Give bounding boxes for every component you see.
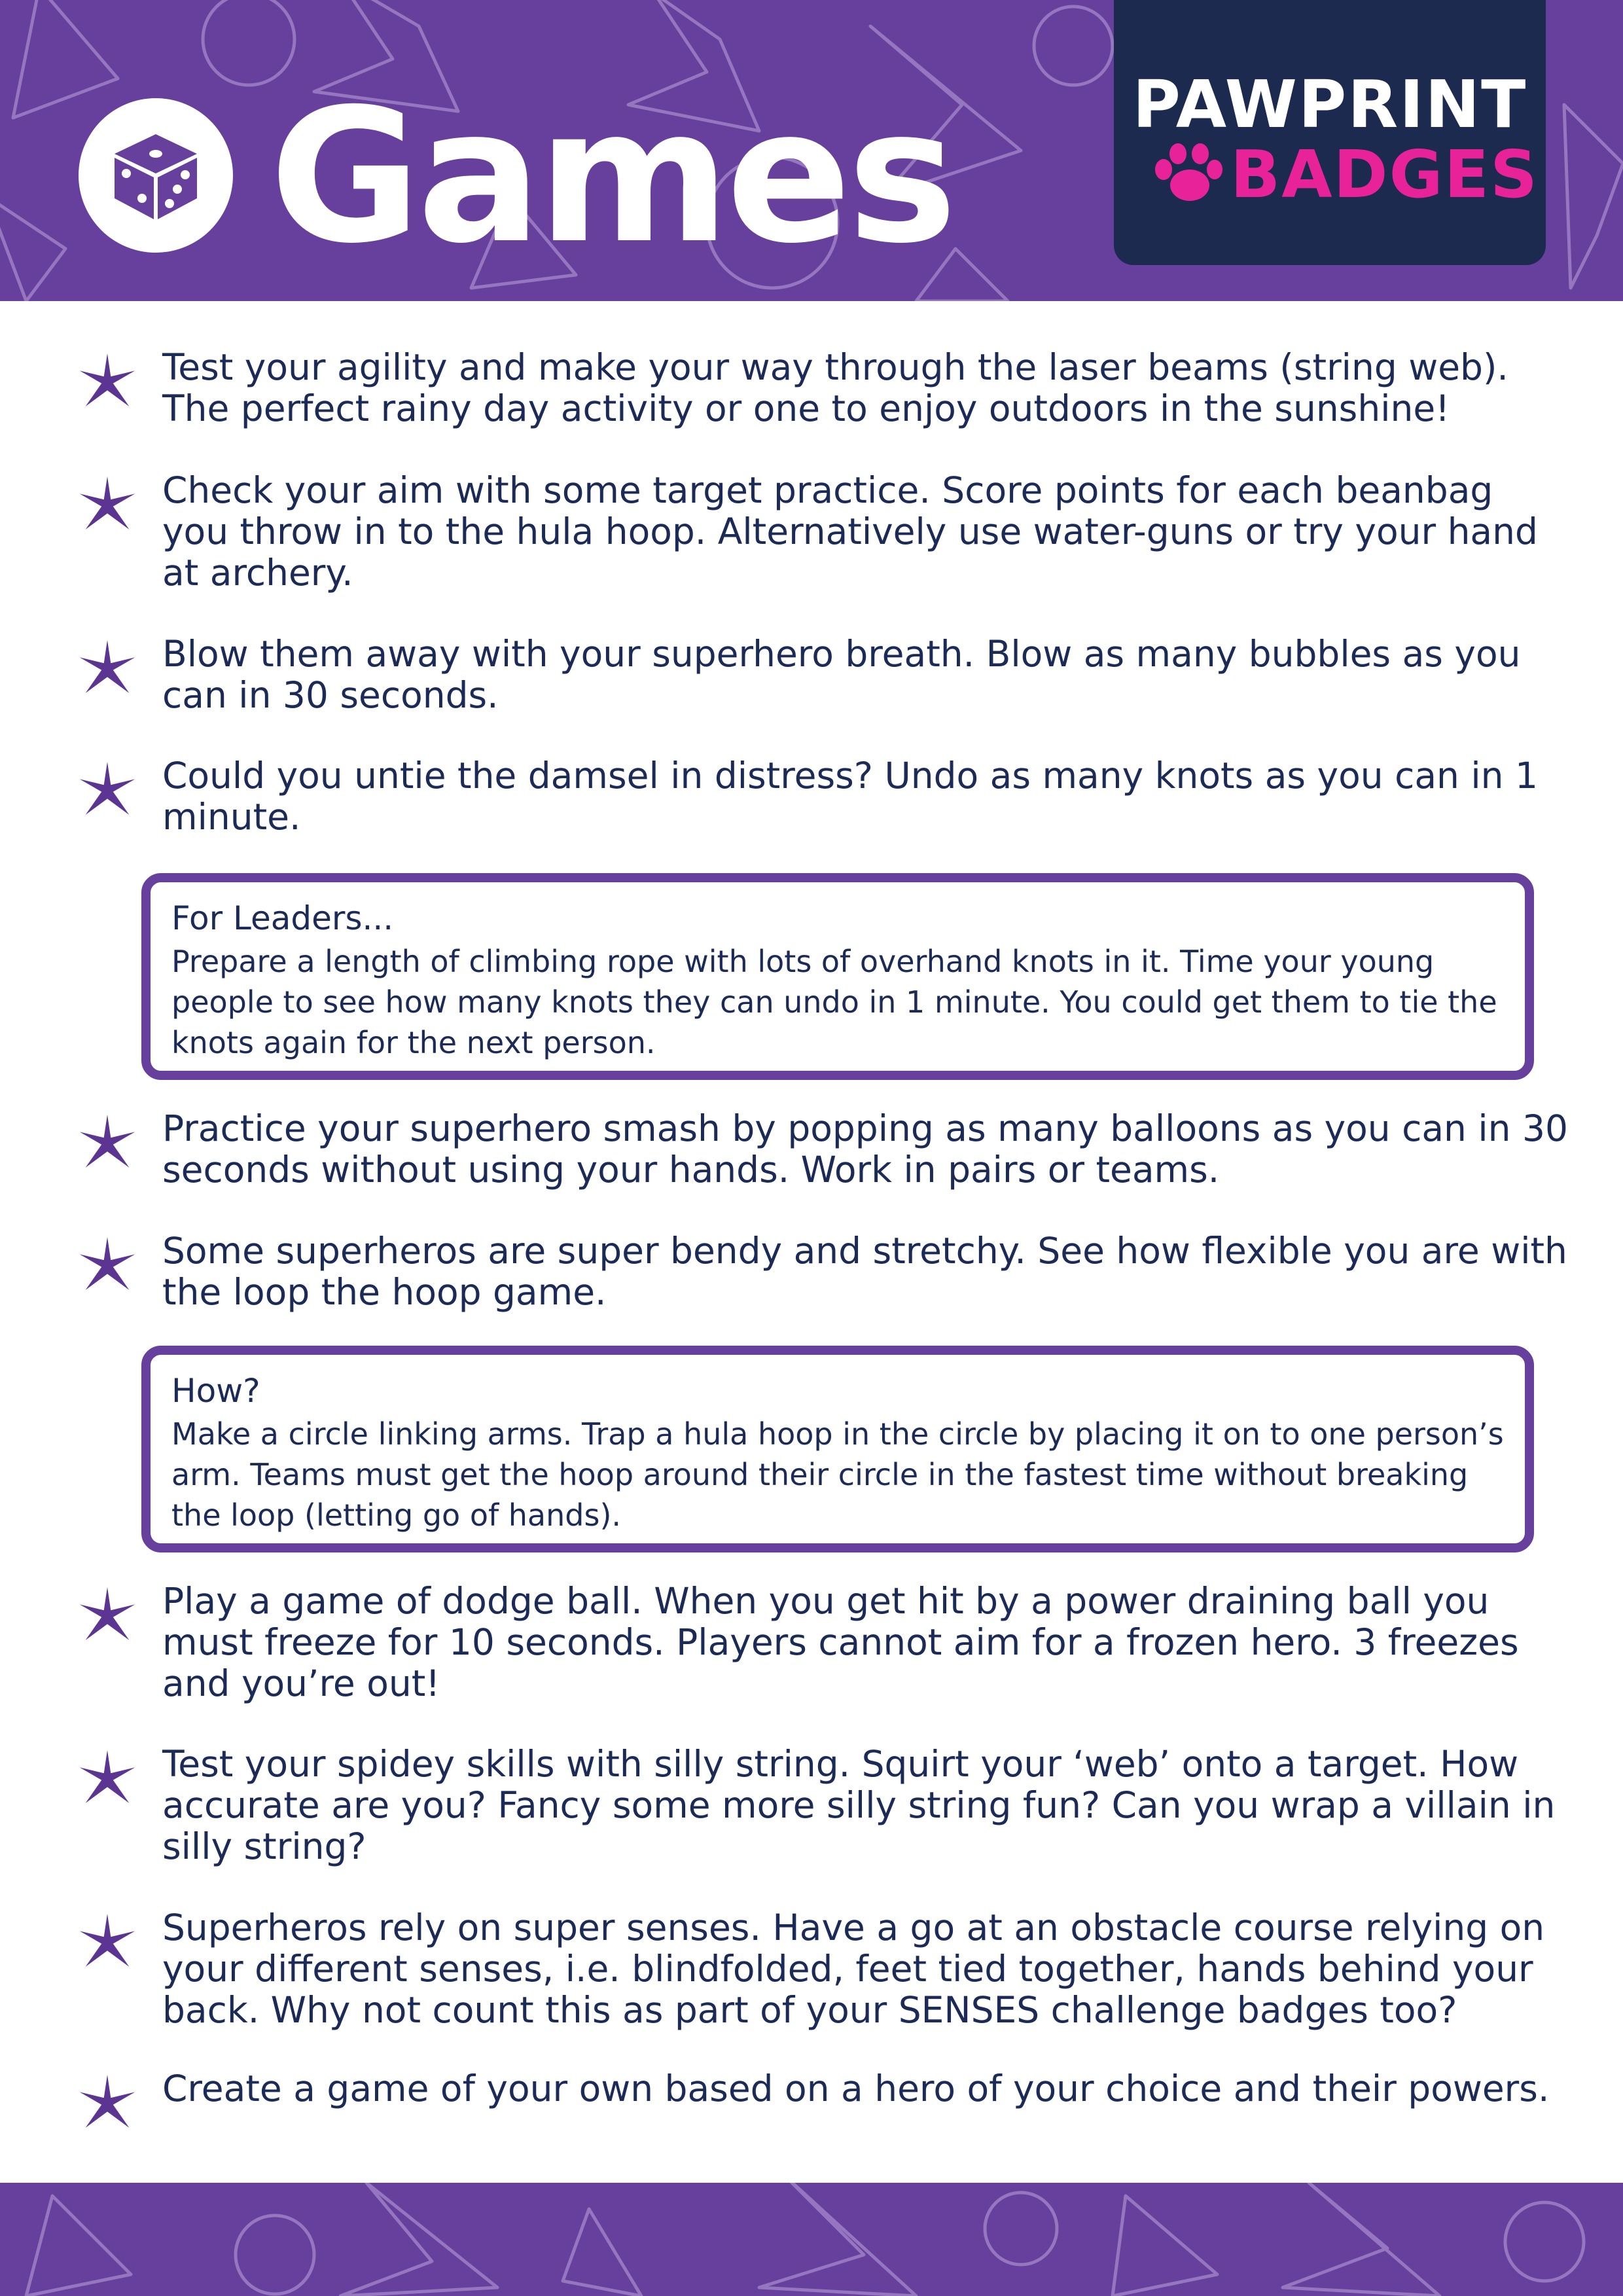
star-bullet-icon	[79, 762, 136, 819]
star-bullet-icon	[79, 640, 136, 698]
list-item-text: Play a game of dodge ball. When you get hit by a power draining ball you must freeze for 10 seconds. Players cannot aim for a frozen hero. 3 freezes and you’re out!	[162, 1580, 1519, 1704]
list-item-text: Could you untie the damsel in distress? Undo as many knots as you can in 1 minute.	[162, 755, 1538, 838]
paw-icon	[1152, 142, 1224, 207]
dice-icon	[107, 126, 205, 224]
list-item-text: Practice your superhero smash by popping as many balloons as you can in 30 seconds without using your hands. Work in pairs or teams.	[162, 1107, 1569, 1191]
list-item-text: Blow them away with your superhero breath. Blow as many bubbles as you can in 30 seconds.	[162, 633, 1521, 716]
list-item-text: Some superheros are super bendy and stretchy. See how flexible you are with the loop the hoop game.	[162, 1230, 1567, 1313]
list-item-text: Check your aim with some target practice. Score points for each beanbag you throw in to the hula hoop. Alternatively use water-guns or try your hand at archery.	[162, 469, 1538, 594]
star-bullet-icon	[79, 2075, 136, 2132]
box-body: Make a circle linking arms. Trap a hula hoop in the circle by placing it on to one person’s arm. Teams must get the hoop around their circle in the fastest time without breaking the loop (letting go of hands).	[171, 1416, 1504, 1533]
list-item-text: Create a game of your own based on a hero of your choice and their powers.	[162, 2068, 1550, 2109]
star-bullet-icon	[79, 353, 136, 411]
box-title: For Leaders...	[171, 899, 394, 937]
for-leaders-box	[141, 873, 1534, 1080]
logo-line-2: BADGES	[1230, 136, 1539, 213]
star-bullet-icon	[79, 1587, 136, 1645]
page-title: Games	[270, 69, 954, 284]
star-bullet-icon	[79, 476, 136, 534]
star-bullet-icon	[79, 1750, 136, 1808]
footer-banner	[0, 2183, 1623, 2296]
dice-badge	[79, 98, 233, 253]
box-title: How?	[171, 1372, 260, 1410]
box-body: Prepare a length of climbing rope with lots of overhand knots in it. Time your young people to see how many knots they can undo in 1 minute. You could get them to tie the knots again for the next person.	[171, 944, 1497, 1060]
pawprint-badges-logo	[1114, 0, 1546, 265]
footer-decoration	[0, 2183, 1623, 2296]
star-bullet-icon	[79, 1115, 136, 1172]
list-item-text: Test your spidey skills with silly string. Squirt your ‘web’ onto a target. How accurate are you? Fancy some more silly string fun? Can you wrap a villain in silly string?	[162, 1743, 1556, 1867]
header-banner	[0, 0, 1623, 301]
logo-line-1: PAWPRINT	[1132, 66, 1527, 143]
how-box	[141, 1346, 1534, 1552]
list-item-text: Superheros rely on super senses. Have a go at an obstacle course relying on your different senses, i.e. blindfolded, feet tied together, hands behind your back. Why not count this as part of your SENSES challenge badges too?	[162, 1907, 1545, 2031]
star-bullet-icon	[79, 1914, 136, 1971]
list-item-text: Test your agility and make your way through the laser beams (string web). The perfect rainy day activity or one to enjoy outdoors in the sunshine!	[162, 346, 1508, 429]
star-bullet-icon	[79, 1237, 136, 1295]
